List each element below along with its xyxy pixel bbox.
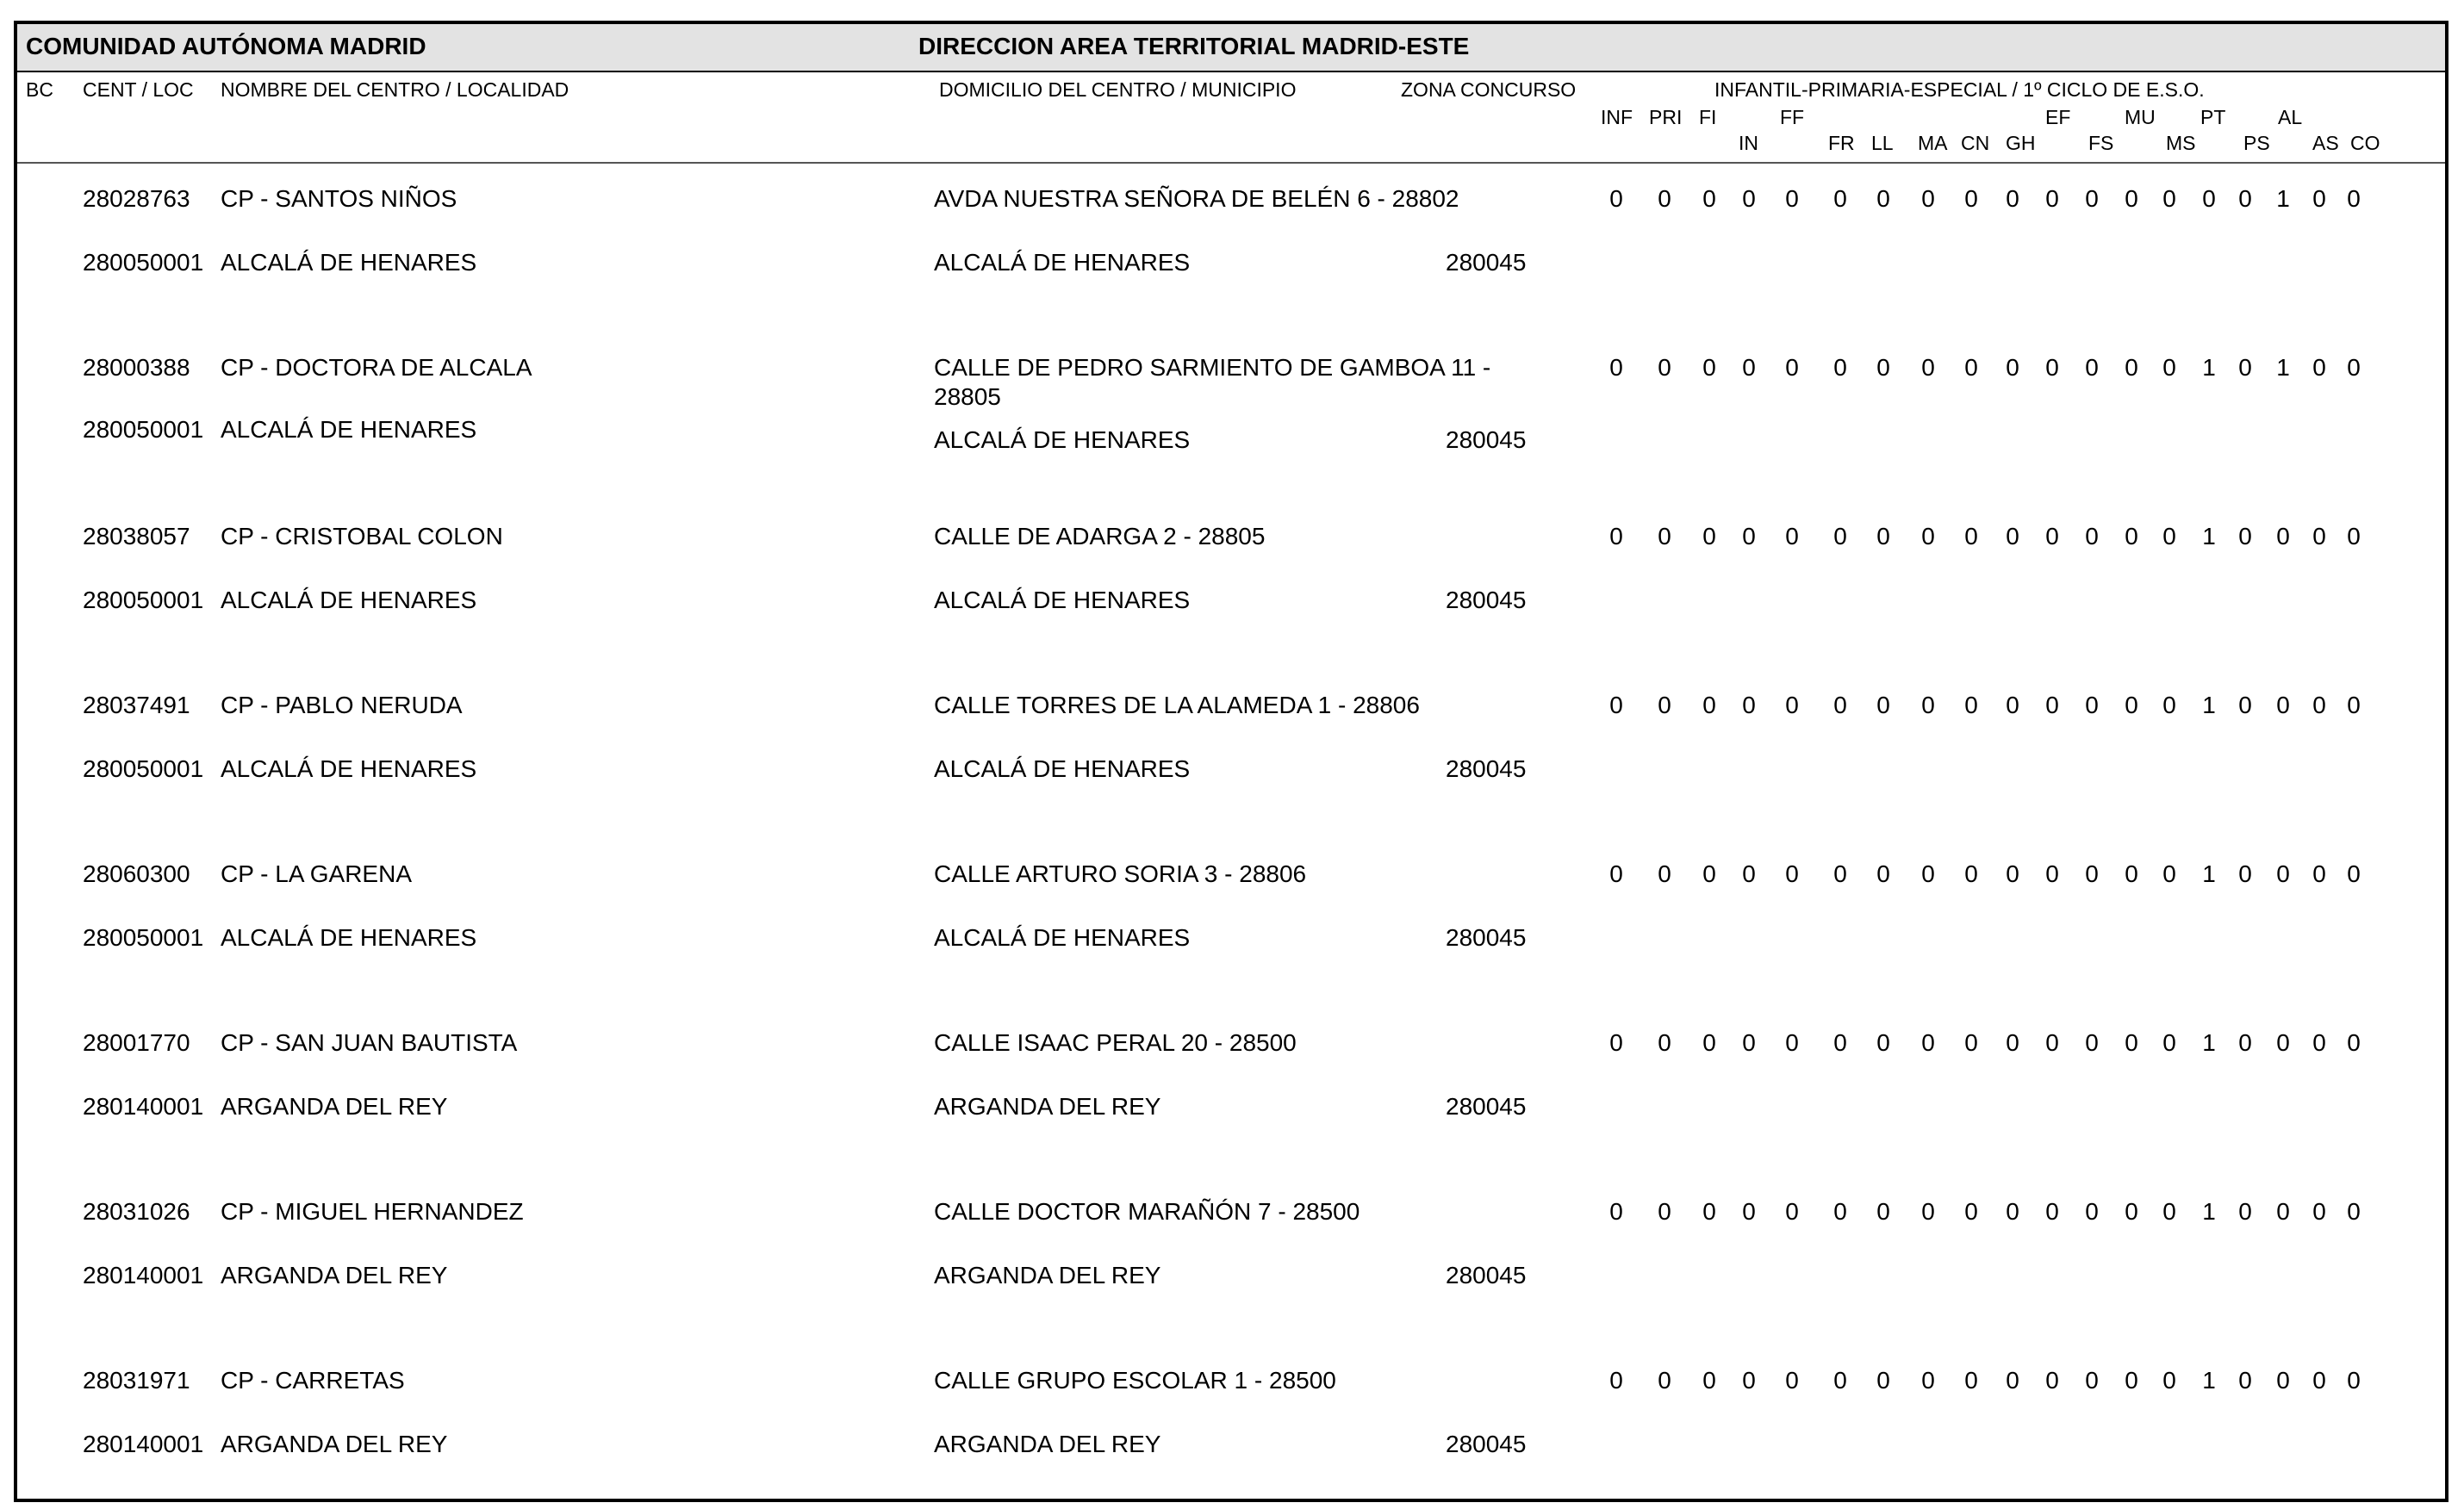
zone-code: 280045	[1446, 249, 1527, 276]
col-ps: PS	[2243, 132, 2270, 154]
vacancy-value: 0	[2085, 354, 2099, 381]
vacancy-value: 0	[1609, 185, 1623, 212]
locality-name: ALCALÁ DE HENARES	[221, 924, 477, 951]
vacancy-value: 0	[2238, 354, 2252, 381]
vacancy-value: 0	[2085, 1198, 2099, 1225]
vacancy-value: 0	[1609, 1029, 1623, 1056]
zone-code: 280045	[1446, 924, 1527, 951]
vacancy-value: 0	[1833, 354, 1847, 381]
col-ms: MS	[2166, 132, 2196, 154]
vacancy-value: 0	[1833, 1198, 1847, 1225]
center-name: CP - DOCTORA DE ALCALA	[221, 354, 532, 381]
vacancy-value: 0	[2276, 1367, 2290, 1394]
col-ll: LL	[1871, 132, 1894, 154]
vacancy-value: 0	[2312, 1198, 2326, 1225]
vacancy-value: 0	[2276, 860, 2290, 887]
vacancy-value: 0	[1609, 523, 1623, 550]
vacancy-value: 0	[2045, 354, 2059, 381]
zone-code: 280045	[1446, 1262, 1527, 1289]
center-address: CALLE GRUPO ESCOLAR 1 - 28500	[934, 1367, 1336, 1394]
vacancy-value: 1	[2276, 354, 2290, 381]
vacancy-value: 0	[1702, 354, 1716, 381]
locality-code: 280140001	[83, 1093, 204, 1120]
vacancy-value: 0	[1785, 185, 1799, 212]
col-nombre: NOMBRE DEL CENTRO / LOCALIDAD	[221, 78, 569, 101]
vacancy-value: 0	[1742, 860, 1756, 887]
vacancy-value: 0	[2312, 1029, 2326, 1056]
vacancy-value: 0	[1833, 860, 1847, 887]
locality-code: 280050001	[83, 755, 204, 782]
vacancy-value: 0	[1964, 692, 1978, 718]
vacancy-value: 0	[2312, 354, 2326, 381]
vacancy-value: 0	[2006, 185, 2019, 212]
col-pt: PT	[2200, 106, 2226, 128]
vacancy-value: 0	[1833, 692, 1847, 718]
vacancy-value: 0	[1921, 185, 1935, 212]
vacancy-value: 0	[1702, 1198, 1716, 1225]
center-code: 28031026	[83, 1198, 190, 1225]
directorate-title: DIRECCION AREA TERRITORIAL MADRID-ESTE	[918, 33, 1470, 59]
vacancy-value: 0	[2347, 185, 2361, 212]
center-name: CP - CRISTOBAL COLON	[221, 523, 503, 550]
vacancy-value: 0	[2162, 185, 2176, 212]
vacancy-value: 0	[2312, 185, 2326, 212]
vacancy-value: 0	[2162, 523, 2176, 550]
vacancy-value: 0	[1921, 1029, 1935, 1056]
vacancy-value: 0	[2125, 523, 2138, 550]
vacancy-value: 0	[1702, 185, 1716, 212]
vacancy-value: 0	[1964, 523, 1978, 550]
center-code: 28037491	[83, 692, 190, 718]
center-address: CALLE ARTURO SORIA 3 - 28806	[934, 860, 1307, 887]
vacancy-value: 0	[2045, 860, 2059, 887]
vacancy-value: 0	[2045, 692, 2059, 718]
vacancy-value: 0	[2312, 692, 2326, 718]
vacancy-value: 0	[2006, 692, 2019, 718]
col-fs: FS	[2088, 132, 2114, 154]
col-cn: CN	[1961, 132, 1990, 154]
vacancy-value: 0	[2085, 523, 2099, 550]
col-fr: FR	[1828, 132, 1855, 154]
vacancy-value: 0	[2125, 1367, 2138, 1394]
vacancy-value: 0	[1964, 1367, 1978, 1394]
vacancy-value: 0	[1742, 692, 1756, 718]
center-name: CP - MIGUEL HERNANDEZ	[221, 1198, 524, 1225]
vacancy-value: 0	[1964, 1029, 1978, 1056]
title-bar	[17, 24, 2445, 72]
vacancy-value: 1	[2202, 1029, 2216, 1056]
vacancy-value: 0	[2125, 860, 2138, 887]
vacancy-value: 0	[1785, 523, 1799, 550]
vacancy-value: 1	[2202, 354, 2216, 381]
vacancy-value: 0	[1833, 523, 1847, 550]
vacancy-value: 0	[2045, 185, 2059, 212]
center-address: CALLE DOCTOR MARAÑÓN 7 - 28500	[934, 1198, 1360, 1225]
vacancy-value: 0	[1742, 1029, 1756, 1056]
center-code: 28000388	[83, 354, 190, 381]
locality-code: 280140001	[83, 1431, 204, 1457]
vacancy-value: 0	[1833, 1029, 1847, 1056]
vacancy-value: 0	[1702, 860, 1716, 887]
vacancy-value: 0	[2125, 692, 2138, 718]
vacancy-value: 0	[1658, 1367, 1671, 1394]
vacancy-value: 0	[1609, 692, 1623, 718]
locality-name: ALCALÁ DE HENARES	[221, 249, 477, 276]
locality-name: ARGANDA DEL REY	[221, 1093, 448, 1120]
vacancy-value: 0	[2045, 523, 2059, 550]
center-code: 28031971	[83, 1367, 190, 1394]
center-name: CP - SANTOS NIÑOS	[221, 185, 457, 212]
report-frame	[14, 21, 2448, 1502]
region-title: COMUNIDAD AUTÓNOMA MADRID	[26, 33, 426, 59]
col-zona: ZONA CONCURSO	[1401, 78, 1577, 101]
center-code: 28001770	[83, 1029, 190, 1056]
locality-name: ARGANDA DEL REY	[221, 1431, 448, 1457]
col-fi: FI	[1699, 106, 1717, 128]
vacancy-value: 0	[2085, 1367, 2099, 1394]
center-name: CP - PABLO NERUDA	[221, 692, 463, 718]
vacancy-value: 0	[2162, 1198, 2176, 1225]
municipality-name: ARGANDA DEL REY	[934, 1431, 1161, 1457]
locality-code: 280050001	[83, 587, 204, 613]
vacancy-value: 0	[1785, 1029, 1799, 1056]
vacancy-value: 1	[2202, 523, 2216, 550]
vacancy-value: 0	[2045, 1029, 2059, 1056]
vacancy-value: 1	[2202, 692, 2216, 718]
vacancy-value: 0	[1964, 1198, 1978, 1225]
vacancy-value: 0	[2347, 1367, 2361, 1394]
zone-code: 280045	[1446, 1093, 1527, 1120]
vacancy-value: 1	[2276, 185, 2290, 212]
vacancy-value: 0	[2238, 692, 2252, 718]
vacancy-value: 0	[1609, 1367, 1623, 1394]
vacancy-value: 0	[1921, 523, 1935, 550]
locality-name: ALCALÁ DE HENARES	[221, 755, 477, 782]
municipality-name: ARGANDA DEL REY	[934, 1262, 1161, 1289]
municipality-name: ALCALÁ DE HENARES	[934, 924, 1191, 951]
vacancy-value: 0	[1964, 354, 1978, 381]
municipality-name: ALCALÁ DE HENARES	[934, 755, 1191, 782]
center-code: 28038057	[83, 523, 190, 550]
col-domicilio: DOMICILIO DEL CENTRO / MUNICIPIO	[939, 78, 1297, 101]
vacancy-value: 0	[2045, 1198, 2059, 1225]
col-ef: EF	[2045, 106, 2071, 128]
vacancy-value: 0	[1702, 1029, 1716, 1056]
vacancy-value: 0	[2006, 1198, 2019, 1225]
vacancy-value: 0	[2085, 692, 2099, 718]
vacancy-value: 0	[1658, 185, 1671, 212]
col-co: CO	[2350, 132, 2380, 154]
col-inf: INF	[1601, 106, 1633, 128]
col-pri: PRI	[1649, 106, 1683, 128]
municipality-name: ARGANDA DEL REY	[934, 1093, 1161, 1120]
center-code: 28028763	[83, 185, 190, 212]
vacancy-value: 0	[1658, 1198, 1671, 1225]
vacancy-value: 0	[2125, 354, 2138, 381]
vacancy-value: 0	[2006, 354, 2019, 381]
vacancy-value: 0	[1658, 692, 1671, 718]
vacancy-value: 0	[2006, 523, 2019, 550]
vacancy-value: 0	[2347, 860, 2361, 887]
vacancy-value: 0	[1876, 860, 1890, 887]
locality-name: ALCALÁ DE HENARES	[221, 587, 477, 613]
vacancy-value: 0	[1964, 860, 1978, 887]
vacancy-value: 0	[1658, 354, 1671, 381]
center-address: CALLE DE ADARGA 2 - 28805	[934, 523, 1266, 550]
vacancy-value: 0	[2312, 860, 2326, 887]
vacancy-value: 0	[1658, 1029, 1671, 1056]
locality-code: 280050001	[83, 416, 204, 443]
vacancy-value: 0	[2347, 523, 2361, 550]
locality-name: ALCALÁ DE HENARES	[221, 416, 477, 443]
vacancy-value: 0	[2085, 1029, 2099, 1056]
municipality-name: ALCALÁ DE HENARES	[934, 249, 1191, 276]
col-ff: FF	[1780, 106, 1805, 128]
vacancy-value: 0	[2202, 185, 2216, 212]
vacancy-value: 0	[1921, 692, 1935, 718]
vacancy-value: 0	[1609, 860, 1623, 887]
col-ma: MA	[1918, 132, 1948, 154]
vacancy-value: 0	[2347, 1029, 2361, 1056]
vacancy-value: 0	[2125, 1029, 2138, 1056]
vacancy-value: 0	[1742, 523, 1756, 550]
col-group: INFANTIL-PRIMARIA-ESPECIAL / 1º CICLO DE E.S.O.	[1714, 78, 2205, 101]
vacancy-value: 0	[1876, 692, 1890, 718]
vacancy-value: 0	[1658, 523, 1671, 550]
vacancy-value: 0	[1964, 185, 1978, 212]
vacancy-value: 0	[1876, 354, 1890, 381]
vacancy-value: 0	[2162, 692, 2176, 718]
vacancy-value: 0	[2238, 1367, 2252, 1394]
center-name: CP - CARRETAS	[221, 1367, 405, 1394]
vacancy-value: 0	[1702, 523, 1716, 550]
vacancy-value: 0	[2085, 185, 2099, 212]
municipality-name: ALCALÁ DE HENARES	[934, 426, 1191, 453]
col-cent-loc: CENT / LOC	[83, 78, 194, 101]
col-bc: BC	[26, 78, 53, 101]
vacancy-value: 0	[2276, 1029, 2290, 1056]
locality-code: 280050001	[83, 924, 204, 951]
vacancy-value: 0	[2085, 860, 2099, 887]
vacancy-value: 0	[1658, 860, 1671, 887]
vacancy-value: 0	[1702, 1367, 1716, 1394]
vacancy-value: 0	[2312, 1367, 2326, 1394]
vacancy-value: 0	[2238, 1198, 2252, 1225]
vacancy-value: 1	[2202, 1198, 2216, 1225]
vacancy-value: 0	[1876, 1029, 1890, 1056]
zone-code: 280045	[1446, 1431, 1527, 1457]
vacancy-value: 0	[2162, 860, 2176, 887]
zone-code: 280045	[1446, 426, 1527, 453]
vacancy-value: 0	[1876, 523, 1890, 550]
vacancy-value: 0	[1921, 1367, 1935, 1394]
vacancy-value: 0	[2238, 185, 2252, 212]
vacancy-value: 0	[1876, 1367, 1890, 1394]
vacancy-value: 0	[2238, 860, 2252, 887]
vacancy-value: 0	[1876, 185, 1890, 212]
vacancy-value: 0	[1742, 1198, 1756, 1225]
vacancy-value: 0	[1785, 1367, 1799, 1394]
vacancy-value: 0	[2006, 1029, 2019, 1056]
locality-code: 280140001	[83, 1262, 204, 1289]
vacancy-value: 0	[1785, 354, 1799, 381]
vacancy-value: 0	[1785, 1198, 1799, 1225]
zone-code: 280045	[1446, 587, 1527, 613]
vacancy-value: 1	[2202, 1367, 2216, 1394]
vacancy-value: 0	[1742, 1367, 1756, 1394]
vacancy-value: 0	[2347, 692, 2361, 718]
vacancy-value: 0	[2162, 1367, 2176, 1394]
vacancy-value: 0	[2312, 523, 2326, 550]
vacancy-value: 0	[2238, 1029, 2252, 1056]
vacancy-value: 0	[2162, 1029, 2176, 1056]
col-mu: MU	[2125, 106, 2156, 128]
vacancy-value: 1	[2202, 860, 2216, 887]
vacancy-value: 0	[1609, 1198, 1623, 1225]
header-divider	[17, 162, 2445, 164]
vacancy-value: 0	[2125, 185, 2138, 212]
vacancy-value: 0	[1876, 1198, 1890, 1225]
vacancy-value: 0	[1785, 692, 1799, 718]
vacancy-value: 0	[2276, 692, 2290, 718]
col-as: AS	[2312, 132, 2339, 154]
center-code: 28060300	[83, 860, 190, 887]
center-address: CALLE DE PEDRO SARMIENTO DE GAMBOA 11 - 28805	[934, 354, 1491, 410]
vacancy-value: 0	[1742, 185, 1756, 212]
vacancy-value: 0	[2162, 354, 2176, 381]
vacancy-value: 0	[1833, 185, 1847, 212]
vacancy-value: 0	[1742, 354, 1756, 381]
vacancy-value: 0	[1921, 860, 1935, 887]
col-in: IN	[1739, 132, 1758, 154]
vacancy-value: 0	[2347, 1198, 2361, 1225]
vacancy-value: 0	[2125, 1198, 2138, 1225]
vacancy-value: 0	[1921, 1198, 1935, 1225]
vacancy-value: 0	[1785, 860, 1799, 887]
vacancy-value: 0	[2238, 523, 2252, 550]
vacancy-value: 0	[1702, 692, 1716, 718]
center-name: CP - SAN JUAN BAUTISTA	[221, 1029, 518, 1056]
vacancy-value: 0	[1921, 354, 1935, 381]
locality-code: 280050001	[83, 249, 204, 276]
center-address: CALLE TORRES DE LA ALAMEDA 1 - 28806	[934, 692, 1420, 718]
vacancy-value: 0	[2347, 354, 2361, 381]
col-al: AL	[2278, 106, 2303, 128]
center-address: AVDA NUESTRA SEÑORA DE BELÉN 6 - 28802	[934, 185, 1459, 212]
vacancy-value: 0	[2276, 523, 2290, 550]
vacancy-value: 0	[2006, 860, 2019, 887]
vacancy-value: 0	[1609, 354, 1623, 381]
vacancy-value: 0	[2006, 1367, 2019, 1394]
vacancy-value: 0	[1833, 1367, 1847, 1394]
col-gh: GH	[2006, 132, 2036, 154]
vacancy-value: 0	[2276, 1198, 2290, 1225]
municipality-name: ALCALÁ DE HENARES	[934, 587, 1191, 613]
center-address: CALLE ISAAC PERAL 20 - 28500	[934, 1029, 1297, 1056]
center-name: CP - LA GARENA	[221, 860, 413, 887]
vacancy-value: 0	[2045, 1367, 2059, 1394]
zone-code: 280045	[1446, 755, 1527, 782]
locality-name: ARGANDA DEL REY	[221, 1262, 448, 1289]
